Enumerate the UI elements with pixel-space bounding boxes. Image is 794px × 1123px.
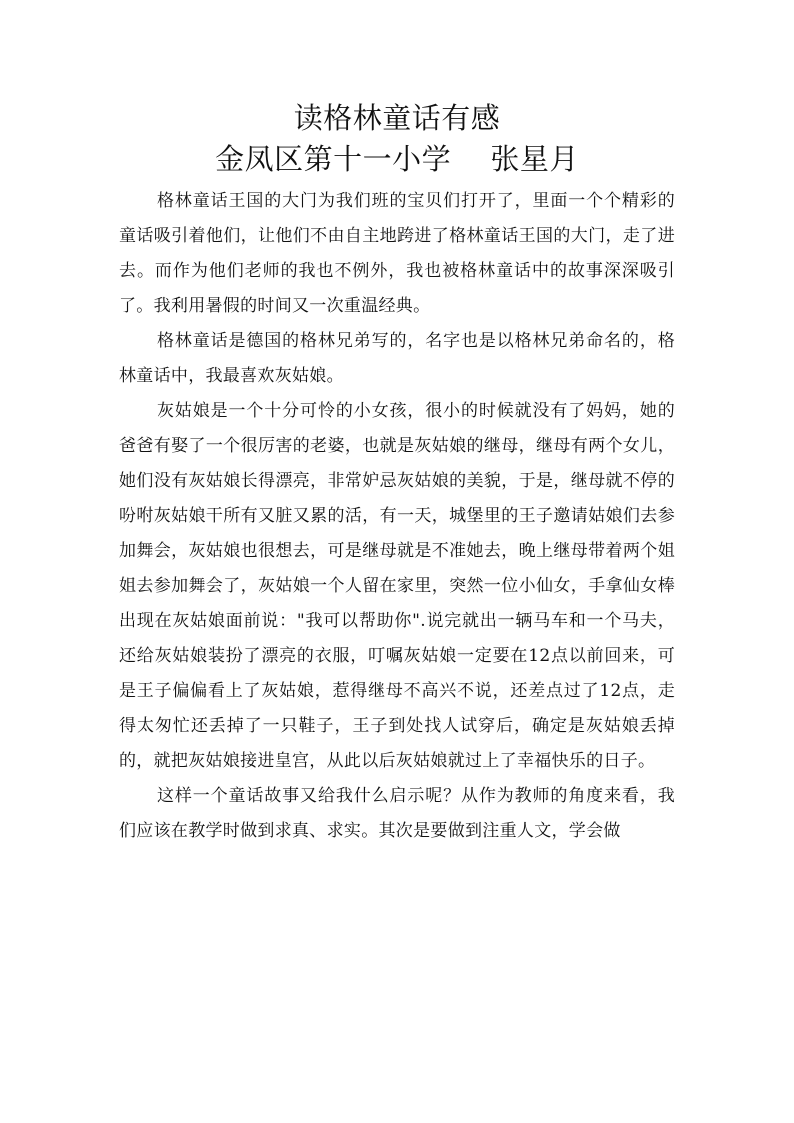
paragraph-story: 灰姑娘是一个十分可怜的小女孩，很小的时候就没有了妈妈，她的爸爸有娶了一个很厉害的老婆，也就是灰姑娘的继母，继母有两个女儿，她们没有灰姑娘长得漂亮，非常妒忌灰姑娘的美貌，于是，继母就不停的吩咐灰姑娘干所有又脏又累的活，有一天，城堡里的王子邀请姑娘们去参加舞会，灰姑娘也很想去，可是继母就是不准她去，晚上继母带着两个姐姐去参加舞会了，灰姑娘一个人留在家里，突然一位小仙女，手拿仙女棒出现在灰姑娘面前说："我可以帮助你".说完就出一辆马车和一个马夫，还给灰姑娘装扮了漂亮的衣服，叮嘱灰姑娘一定要在12点以前回来，可是王子偏偏看上了灰姑娘，惹得继母不高兴不说，还差点过了12点，走得太匆忙还丢掉了一只鞋子，王子到处找人试穿后，确定是灰姑娘丢掉的，就把灰姑娘接进皇宫，从此以后灰姑娘就过上了幸福快乐的日子。 — [119, 401, 675, 771]
paragraph-favorite: 格林童话是德国的格林兄弟写的，名字也是以格林兄弟命名的，格林童话中，我最喜欢灰姑娘。 — [119, 331, 675, 386]
paragraph-intro: 格林童话王国的大门为我们班的宝贝们打开了，里面一个个精彩的童话吸引着他们，让他们不由自主地跨进了格林童话王国的大门，走了进去。而作为他们老师的我也不例外，我也被格林童话中的故事深深吸引了。我利用暑假的时间又一次重温经典。 — [119, 191, 675, 316]
document-body — [119, 184, 675, 849]
document-title: 读格林童话有感 — [293, 101, 501, 135]
author-line: 金凤区第十一小学 张星月 — [215, 142, 579, 176]
paragraph-reflection: 这样一个童话故事又给我什么启示呢？从作为教师的角度来看，我们应该在教学时做到求真、求实。其次是要做到注重人文，学会做 — [119, 786, 675, 841]
